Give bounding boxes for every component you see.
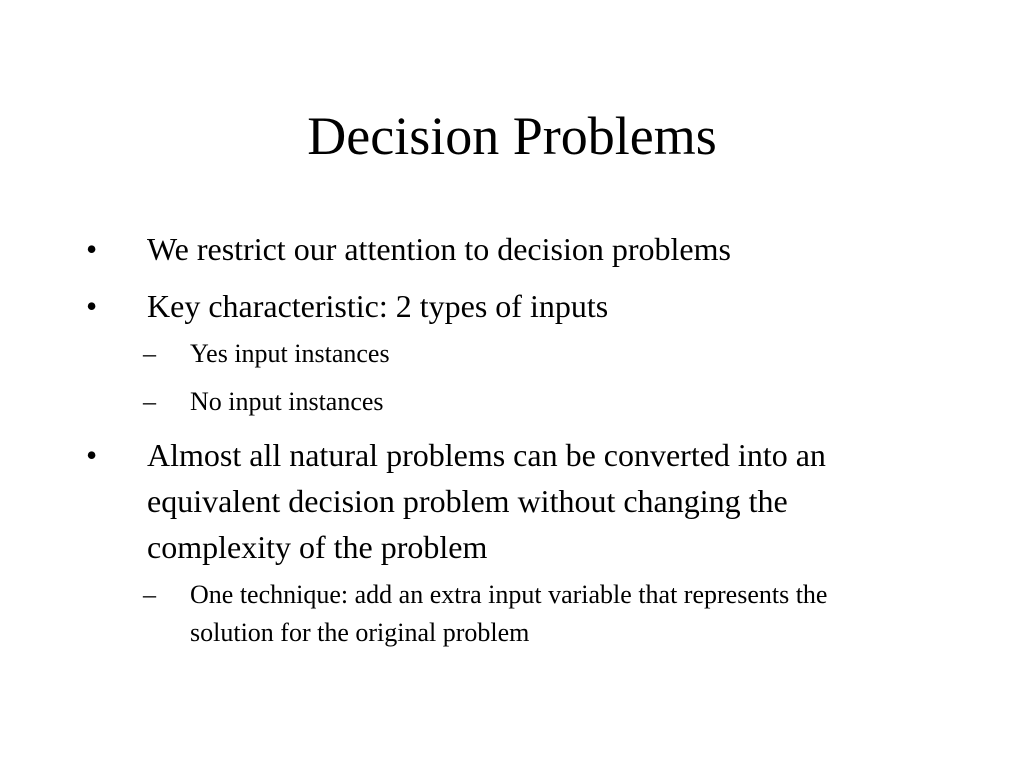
bullet-item [86, 432, 906, 652]
bullet-marker: • [86, 231, 98, 267]
bullet-text: Key characteristic: 2 types of inputs [147, 288, 609, 324]
slide-title: Decision Problems [307, 106, 717, 166]
bullet-item [86, 226, 906, 272]
bullet-item [86, 283, 906, 421]
sub-bullet-text: One technique: add an extra input variable that represents the solution for the original problem [190, 580, 828, 647]
sub-bullet-marker: – [143, 580, 156, 609]
sub-bullet-marker: – [143, 387, 156, 416]
sub-bullet-item [86, 335, 906, 373]
sub-bullet-item [86, 383, 906, 421]
bullet-text: Almost all natural problems can be converted into an equivalent decision problem without changing the complexity of the problem [147, 437, 826, 565]
sub-bullet-item [86, 576, 906, 652]
bullet-marker: • [86, 288, 98, 324]
bullet-text: We restrict our attention to decision problems [147, 231, 731, 267]
sub-bullet-list [143, 335, 906, 421]
sub-bullet-text: No input instances [190, 387, 384, 416]
sub-bullet-list [143, 576, 906, 652]
bullet-marker: • [86, 437, 98, 473]
sub-bullet-marker: – [143, 339, 156, 368]
sub-bullet-text: Yes input instances [190, 339, 390, 368]
bullet-list [86, 226, 906, 663]
